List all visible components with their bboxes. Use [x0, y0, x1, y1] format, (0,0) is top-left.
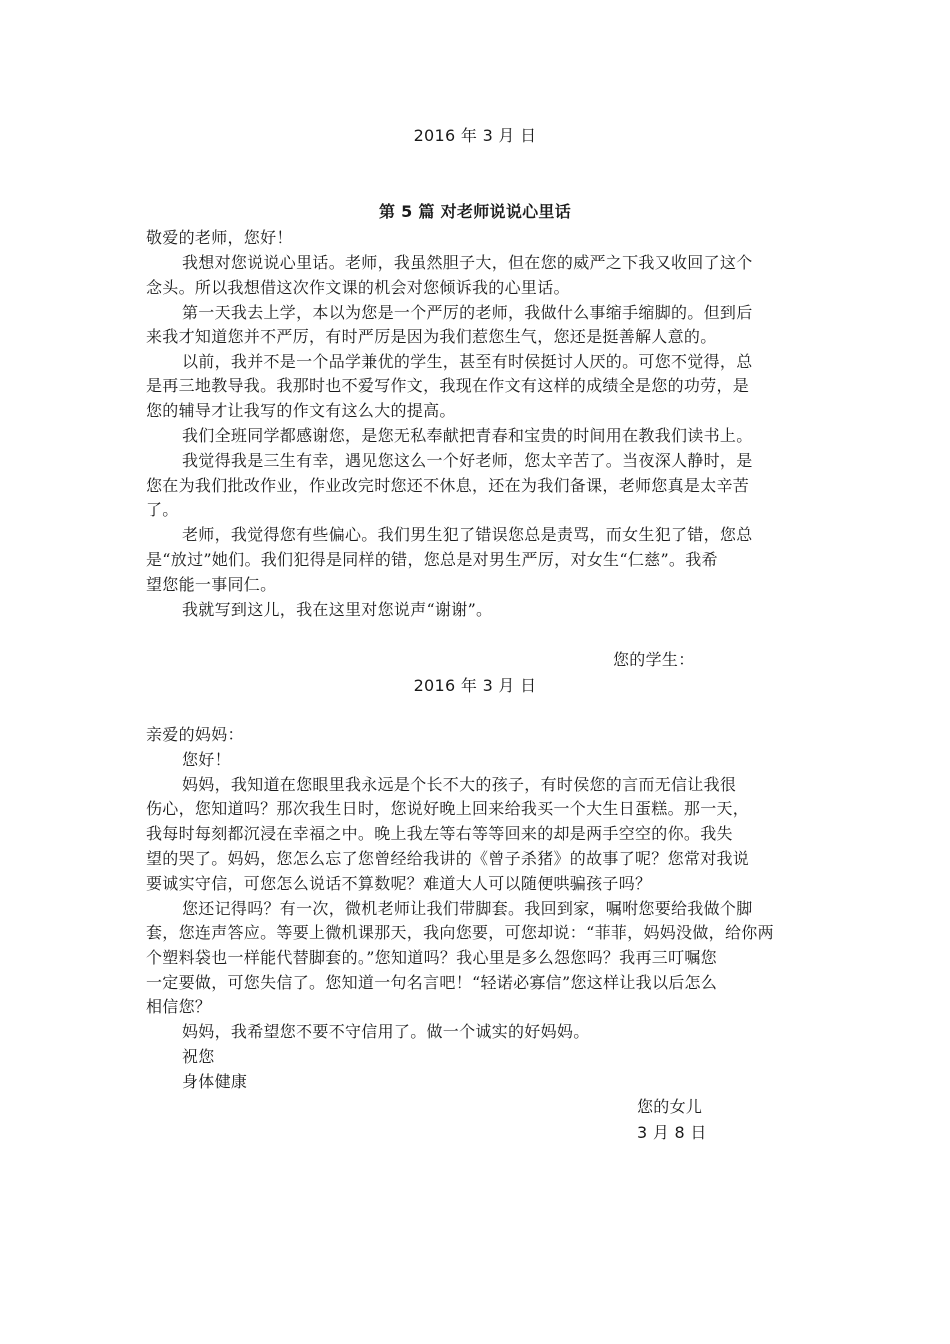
letter1-paragraph-line: 是再三地教导我。我那时也不爱写作文，我现在作文有这样的成绩全是您的功劳，是	[146, 376, 750, 395]
letter1-paragraph-line: 我就写到这儿，我在这里对您说声“谢谢”。	[182, 600, 493, 619]
letter1-paragraph-line: 是“放过”她们。我们犯得是同样的错，您总是对男生严厉，对女生“仁慈”。我希	[146, 550, 718, 569]
letter2-signature: 您的女儿	[637, 1097, 703, 1116]
letter2-paragraph-line: 一定要做，可您失信了。您知道一句名言吧！“轻诺必寡信”您这样让我以后怎么	[146, 973, 718, 992]
letter1-paragraph-line: 了。	[146, 500, 179, 519]
letter2-paragraph-line: 您还记得吗？有一次，微机老师让我们带脚套。我回到家，嘱咐您要给我做个脚	[182, 899, 753, 918]
letter2-paragraph-line: 要诚实守信，可您怎么说话不算数呢？难道大人可以随便哄骗孩子吗？	[146, 874, 652, 893]
letter2-closing-health: 身体健康	[182, 1072, 248, 1091]
letter2-paragraph-line: 我每时每刻都沉浸在幸福之中。晚上我左等右等等回来的却是两手空空的你。我失	[146, 824, 733, 843]
letter1-paragraph-line: 老师，我觉得您有些偏心。我们男生犯了错误您总是责骂，而女生犯了错，您总	[182, 525, 753, 544]
letter1-paragraph-line: 您在为我们批改作业，作业改完时您还不休息，还在为我们备课，老师您真是太辛苦	[146, 476, 750, 495]
letter1-signature: 您的学生：	[613, 650, 695, 669]
letter2-paragraph-line: 妈妈，我希望您不要不守信用了。做一个诚实的好妈妈。	[182, 1022, 590, 1041]
letter1-paragraph-line: 念头。所以我想借这次作文课的机会对您倾诉我的心里话。	[146, 278, 570, 297]
letter1-paragraph-line: 我想对您说说心里话。老师，我虽然胆子大，但在您的威严之下我又收回了这个	[182, 253, 753, 272]
letter1-paragraph-line: 第一天我去上学，本以为您是一个严厉的老师，我做什么事缩手缩脚的。但到后	[182, 303, 753, 322]
letter2-date: 3 月 8 日	[637, 1123, 707, 1142]
letter1-paragraph-line: 以前，我并不是一个品学兼优的学生，甚至有时侯挺讨人厌的。可您不觉得，总	[182, 352, 753, 371]
letter1-paragraph-line: 来我才知道您并不严厉，有时严厉是因为我们惹您生气，您还是挺善解人意的。	[146, 327, 717, 346]
letter1-title: 第 5 篇 对老师说说心里话	[378, 202, 572, 221]
letter2-paragraph-line: 望的哭了。妈妈，您怎么忘了您曾经给我讲的《曾子杀猪》的故事了呢？您常对我说	[146, 849, 750, 868]
letter2-paragraph-line: 个塑料袋也一样能代替脚套的。”您知道吗？我心里是多么怨您吗？我再三叮嘱您	[146, 948, 717, 967]
letter2-paragraph-line: 妈妈，我知道在您眼里我永远是个长不大的孩子，有时侯您的言而无信让我很	[182, 775, 737, 794]
letter1-date-bottom: 2016 年 3 月 日	[413, 676, 537, 695]
letter1-paragraph-line: 望您能一事同仁。	[146, 575, 277, 594]
letter1-date-top: 2016 年 3 月 日	[413, 126, 537, 145]
letter2-paragraph-line: 相信您？	[146, 997, 212, 1016]
letter1-greeting: 敬爱的老师，您好！	[146, 228, 293, 247]
letter2-paragraph-line: 套，您连声答应。等要上微机课那天，我向您要，可您却说：“菲菲，妈妈没做，给你两	[146, 923, 774, 942]
letter2-closing-wish: 祝您	[182, 1047, 215, 1066]
letter1-paragraph-line: 我觉得我是三生有幸，遇见您这么一个好老师，您太辛苦了。当夜深人静时，是	[182, 451, 753, 470]
letter1-paragraph-line: 您的辅导才让我写的作文有这么大的提高。	[146, 401, 456, 420]
letter2-hello: 您好！	[182, 750, 231, 769]
letter2-greeting: 亲爱的妈妈：	[146, 725, 244, 744]
letter1-paragraph-line: 我们全班同学都感谢您，是您无私奉献把青春和宝贵的时间用在教我们读书上。	[182, 426, 753, 445]
letter2-paragraph-line: 伤心，您知道吗？那次我生日时，您说好晚上回来给我买一个大生日蛋糕。那一天，	[146, 799, 750, 818]
